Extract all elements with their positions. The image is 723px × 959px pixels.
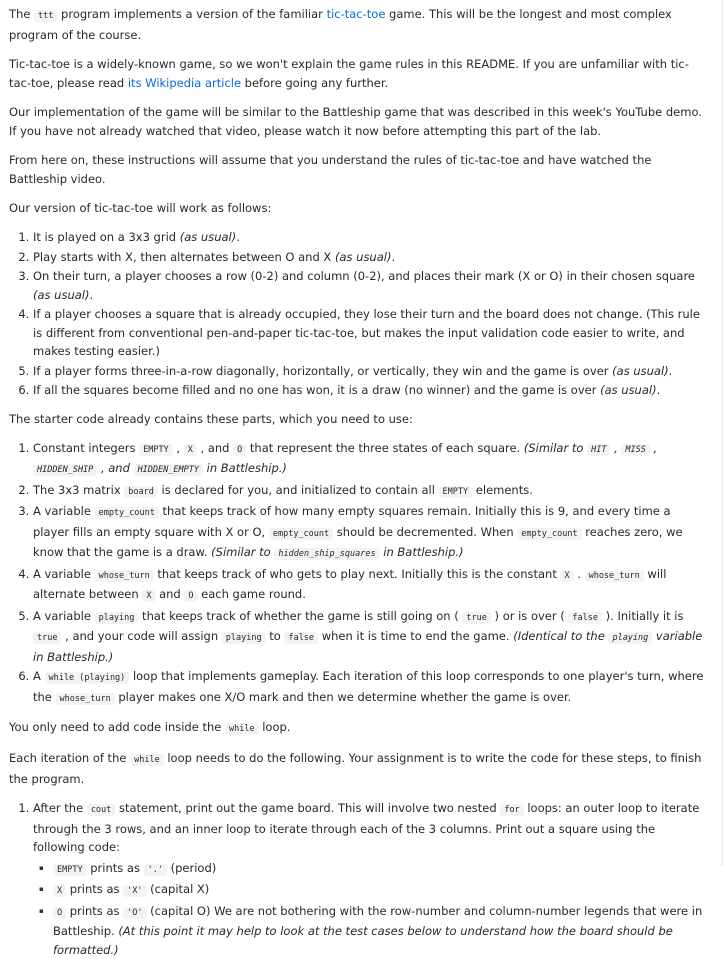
inline-code: empty_count bbox=[269, 528, 333, 540]
text: , and bbox=[197, 441, 233, 455]
text: , bbox=[650, 441, 657, 455]
text: , and your code will assign bbox=[61, 629, 221, 643]
inline-code: HIDDEN_SHIP bbox=[33, 464, 97, 476]
text: A variable bbox=[33, 504, 95, 518]
inline-code: X bbox=[560, 570, 573, 582]
list-item bbox=[33, 439, 708, 480]
text: (as usual) bbox=[335, 250, 391, 264]
text: and bbox=[155, 587, 184, 601]
text: . bbox=[89, 288, 93, 302]
inline-code: false bbox=[284, 632, 318, 644]
text: program implements a version of the familiar bbox=[57, 7, 326, 21]
list-item bbox=[33, 799, 708, 959]
inline-code: playing bbox=[608, 632, 652, 644]
game-rules-list bbox=[9, 228, 708, 400]
inline-code: X bbox=[53, 885, 66, 897]
text: that keeps track of who gets to play next. Initially this is the constant bbox=[154, 567, 561, 581]
text: is declared for you, and initialized to contain all bbox=[158, 483, 439, 497]
list-item bbox=[33, 228, 708, 247]
text: that keeps track of whether the game is still going on ( bbox=[138, 609, 462, 623]
text: (as usual) bbox=[612, 364, 668, 378]
tic-tac-toe-link[interactable]: tic-tac-toe bbox=[327, 7, 386, 21]
text: (as usual) bbox=[600, 383, 656, 397]
text: prints as bbox=[87, 861, 144, 875]
text: ) or is over ( bbox=[491, 609, 569, 623]
list-item bbox=[33, 267, 708, 304]
text: A variable bbox=[33, 609, 95, 623]
inline-code: ttt bbox=[34, 10, 57, 22]
inline-code: while (playing) bbox=[45, 672, 130, 684]
text: . bbox=[669, 364, 673, 378]
text: player makes one X/O mark and then we determine whether the game is over. bbox=[115, 690, 572, 704]
text: (Similar to bbox=[211, 545, 274, 559]
starter-code-list bbox=[9, 439, 708, 709]
text: Play starts with X, then alternates between O and X bbox=[33, 250, 335, 264]
inline-code: true bbox=[33, 632, 61, 644]
text: (At this point it may help to look at the test cases below to understand how the board should be formatted.) bbox=[53, 924, 673, 957]
inline-code: false bbox=[568, 612, 602, 624]
text: (Identical to the bbox=[513, 629, 608, 643]
text: in Battleship.) bbox=[380, 545, 464, 559]
inline-code: EMPTY bbox=[139, 444, 173, 456]
inline-code: MISS bbox=[621, 444, 649, 456]
text: that keeps track of how many empty squares remain. Initially this is 9, and every time a player fills an empty square with X or O, bbox=[33, 504, 671, 539]
text: in Battleship.) bbox=[203, 461, 287, 475]
inline-code: empty_count bbox=[95, 507, 159, 519]
text: will alternate between bbox=[33, 567, 666, 602]
text: , and bbox=[97, 461, 133, 475]
list-item bbox=[53, 902, 708, 959]
list-item bbox=[33, 248, 708, 267]
inline-code: whose_turn bbox=[95, 570, 154, 582]
inline-code: X bbox=[184, 444, 197, 456]
text: It is played on a 3x3 grid bbox=[33, 230, 180, 244]
inline-code: O bbox=[233, 444, 246, 456]
version-paragraph: Our version of tic-tac-toe will work as follows: bbox=[9, 199, 708, 218]
inline-code: board bbox=[124, 486, 158, 498]
inline-code: hidden_ship_squares bbox=[274, 548, 379, 560]
text: . bbox=[574, 567, 585, 581]
list-item bbox=[33, 381, 708, 400]
text: You only need to add code inside the bbox=[9, 720, 225, 734]
list-item bbox=[33, 305, 708, 361]
text: variable in Battleship.) bbox=[33, 629, 702, 664]
text: each game round. bbox=[198, 587, 306, 601]
text: The 3x3 matrix bbox=[33, 483, 124, 497]
text: Tic-tac-toe is a widely-known game, so we won't explain the game rules in this README. If you are unfamiliar with tic-tac-toe, please read bbox=[9, 57, 689, 90]
text: , bbox=[610, 441, 621, 455]
text: when it is time to end the game. bbox=[318, 629, 513, 643]
text: If all the squares become filled and no one has won, it is a draw (no winner) and the game is over bbox=[33, 383, 600, 397]
text: reaches zero, we know that the game is a draw. bbox=[33, 525, 683, 560]
inline-code: cout bbox=[87, 804, 115, 816]
text: ). Initially it is bbox=[602, 609, 683, 623]
steps-list bbox=[9, 799, 708, 959]
text: If a player chooses a square that is already occupied, they lose their turn and the board does not change. (This rule is different from conventional pen-and-paper tic-tac-toe, but makes the input validation code easier to write, and makes testing easier.) bbox=[33, 307, 700, 358]
text: game. This will be the longest and most complex program of the course. bbox=[9, 7, 672, 42]
text: On their turn, a player chooses a row (0-2) and column (0-2), and places their mark (X or O) in their chosen square bbox=[33, 269, 695, 283]
battleship-paragraph: Our implementation of the game will be similar to the Battleship game that was described in this week's YouTube demo. If you have not already watched that video, please watch it now before attempting this part of the lab. bbox=[9, 103, 708, 141]
text: . bbox=[657, 383, 661, 397]
text: (Similar to bbox=[524, 441, 587, 455]
print-format-list bbox=[33, 859, 708, 959]
text: should be decremented. When bbox=[333, 525, 517, 539]
intro-paragraph bbox=[9, 5, 708, 45]
assumption-paragraph: From here on, these instructions will assume that you understand the rules of tic-tac-toe and have watched the Battleship video. bbox=[9, 151, 708, 189]
inline-code: EMPTY bbox=[439, 486, 473, 498]
text: . bbox=[391, 250, 395, 264]
inline-code: O bbox=[184, 590, 197, 602]
list-item bbox=[33, 607, 708, 667]
text: loops: an outer loop to iterate through the 3 rows, and an inner loop to iterate through each of the 3 columns. Print out a square using the following code: bbox=[33, 801, 699, 854]
text: prints as bbox=[66, 882, 123, 896]
text: A variable bbox=[33, 567, 95, 581]
text: before going any further. bbox=[241, 76, 388, 90]
inline-code: while bbox=[130, 754, 164, 766]
text: If a player forms three-in-a-row diagonally, horizontally, or vertically, they win and the game is over bbox=[33, 364, 612, 378]
inline-code: empty_count bbox=[517, 528, 581, 540]
text: The bbox=[9, 7, 34, 21]
text: loop that implements gameplay. Each iteration of this loop corresponds to one player's turn, where the bbox=[33, 669, 703, 704]
wikipedia-link[interactable]: its Wikipedia article bbox=[128, 76, 241, 90]
text: to bbox=[266, 629, 285, 643]
inline-code: EMPTY bbox=[53, 864, 87, 876]
rules-paragraph bbox=[9, 55, 708, 93]
list-item bbox=[33, 667, 708, 708]
inline-code: HIDDEN_EMPTY bbox=[134, 464, 203, 476]
text: loop needs to do the following. Your assignment is to write the code for these steps, to finish the program. bbox=[9, 751, 701, 786]
text: A bbox=[33, 669, 45, 683]
inline-code: for bbox=[500, 804, 523, 816]
text: loop. bbox=[259, 720, 291, 734]
inline-code: X bbox=[142, 590, 155, 602]
inline-code: playing bbox=[222, 632, 266, 644]
inline-code: 'X' bbox=[123, 885, 146, 897]
inline-code: playing bbox=[95, 612, 139, 624]
text: prints as bbox=[66, 904, 123, 918]
text: that represent the three states of each square. bbox=[246, 441, 524, 455]
inline-code: HIT bbox=[587, 444, 610, 456]
text: (capital O) We are not bothering with the row-number and column-number legends that were in Battleship. bbox=[53, 904, 702, 939]
text: elements. bbox=[472, 483, 533, 497]
text: (period) bbox=[167, 861, 216, 875]
iteration-paragraph bbox=[9, 749, 708, 789]
inline-code: true bbox=[462, 612, 490, 624]
text: (as usual) bbox=[33, 288, 89, 302]
inline-code: '.' bbox=[144, 864, 167, 876]
text: . bbox=[236, 230, 240, 244]
text: Each iteration of the bbox=[9, 751, 130, 765]
list-item bbox=[33, 362, 708, 381]
text: , bbox=[173, 441, 184, 455]
inline-code: whose_turn bbox=[585, 570, 644, 582]
list-item bbox=[33, 565, 708, 606]
italic-note bbox=[211, 545, 463, 559]
inline-code: 'O' bbox=[123, 907, 146, 919]
list-item bbox=[53, 880, 708, 901]
list-item bbox=[33, 481, 708, 502]
inline-code: whose_turn bbox=[56, 693, 115, 705]
text: Constant integers bbox=[33, 441, 139, 455]
list-item bbox=[53, 859, 708, 880]
text: (as usual) bbox=[180, 230, 236, 244]
starter-paragraph: The starter code already contains these parts, which you need to use: bbox=[9, 410, 708, 429]
list-item bbox=[33, 502, 708, 564]
text: (capital X) bbox=[147, 882, 210, 896]
while-loop-paragraph bbox=[9, 718, 708, 739]
text: statement, print out the game board. This will involve two nested bbox=[115, 801, 500, 815]
inline-code: while bbox=[225, 723, 259, 735]
inline-code: O bbox=[53, 907, 66, 919]
text: After the bbox=[33, 801, 87, 815]
